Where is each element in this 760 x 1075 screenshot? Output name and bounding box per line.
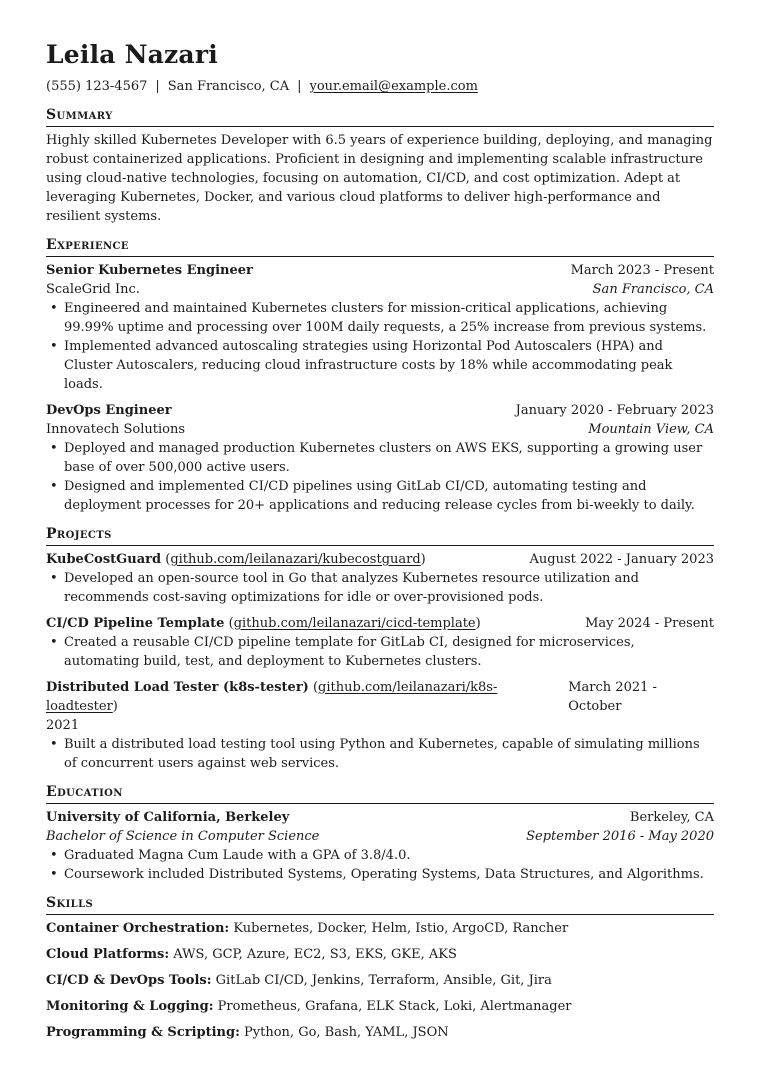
job-location: San Francisco, CA — [592, 282, 714, 297]
list-item: • Developed an open-source tool in Go that analyzes Kubernetes resource utilization and recommends cost-saving optimizations for idle or over-provisioned pods. — [46, 569, 714, 607]
skill-row — [46, 1023, 714, 1042]
project-heading: CI/CD Pipeline Template (github.com/leilanazari/cicd-template) — [46, 616, 481, 631]
project-header — [46, 550, 714, 569]
skill-value: Python, Go, Bash, YAML, JSON — [244, 1025, 449, 1040]
job-bullets — [46, 439, 714, 515]
section-title-summary: Summary — [46, 105, 714, 127]
job-subheader — [46, 420, 714, 439]
school-location: Berkeley, CA — [629, 810, 714, 825]
project-link[interactable]: github.com/leilanazari/kubecostguard — [170, 552, 421, 567]
list-item: • Implemented advanced autoscaling strategies using Horizontal Pod Autoscalers (HPA) and Cluster Autoscalers, reducing cloud infrastructure costs by 18% while accommodating peak loads. — [46, 337, 714, 394]
job-bullets — [46, 299, 714, 394]
job-header — [46, 261, 714, 280]
candidate-name: Leila Nazari — [46, 40, 218, 69]
phone: (555) 123-4567 — [46, 79, 148, 94]
project-dates: August 2022 - January 2023 — [529, 552, 714, 567]
project-heading: Distributed Load Tester (k8s-tester) (github.com/leilanazari/k8s-loadtester) — [46, 680, 498, 714]
project-header — [46, 614, 714, 633]
section-title-skills: Skills — [46, 893, 714, 915]
project-name: CI/CD Pipeline Template — [46, 616, 225, 631]
list-item: • Designed and implemented CI/CD pipelines using GitLab CI/CD, automating testing and deployment processes for 20+ applications and reducing release cycles from bi-weekly to daily. — [46, 477, 714, 515]
project-name: Distributed Load Tester (k8s-tester) — [46, 680, 309, 695]
skill-label: Cloud Platforms: — [46, 947, 170, 962]
skill-label: Monitoring & Logging: — [46, 999, 214, 1014]
education-entry — [46, 808, 714, 884]
job-header — [46, 401, 714, 420]
job-entry — [46, 261, 714, 394]
project-name: KubeCostGuard — [46, 552, 162, 567]
skill-value: Kubernetes, Docker, Helm, Istio, ArgoCD, Rancher — [233, 921, 569, 936]
section-title-education: Education — [46, 782, 714, 804]
skill-row — [46, 919, 714, 938]
location: San Francisco, CA — [167, 79, 290, 94]
project-header — [46, 678, 714, 716]
list-item: • Coursework included Distributed Systems, Operating Systems, Data Structures, and Algorithms. — [46, 865, 714, 884]
email-link[interactable]: your.email@example.com — [309, 79, 478, 94]
list-item: • Deployed and managed production Kubernetes clusters on AWS EKS, supporting a growing user base of over 500,000 active users. — [46, 439, 714, 477]
list-item: • Built a distributed load testing tool using Python and Kubernetes, capable of simulating millions of concurrent users against web services. — [46, 735, 714, 773]
project-dates-continued: 2021 — [46, 718, 80, 733]
project-bullets — [46, 735, 714, 773]
job-role: DevOps Engineer — [46, 403, 172, 418]
education-dates: September 2016 - May 2020 — [526, 829, 714, 844]
project-heading: KubeCostGuard (github.com/leilanazari/kubecostguard) — [46, 552, 426, 567]
skills-list — [46, 919, 714, 1042]
education-bullets — [46, 846, 714, 884]
job-dates: March 2023 - Present — [570, 263, 714, 278]
project-entry — [46, 678, 714, 773]
skill-label: Programming & Scripting: — [46, 1025, 240, 1040]
project-link[interactable]: github.com/leilanazari/k8s-loadtester — [46, 680, 498, 714]
job-company: ScaleGrid Inc. — [46, 282, 140, 297]
skill-value: Prometheus, Grafana, ELK Stack, Loki, Alertmanager — [217, 999, 572, 1014]
education-subheader — [46, 827, 714, 846]
project-bullets — [46, 569, 714, 607]
list-item: • Created a reusable CI/CD pipeline template for GitLab CI, designed for microservices, automating build, test, and deployment to Kubernetes clusters. — [46, 633, 714, 671]
skill-row — [46, 997, 714, 1016]
project-dates: March 2021 - October — [568, 680, 657, 714]
school-name: University of California, Berkeley — [46, 810, 290, 825]
job-entry — [46, 401, 714, 515]
skill-label: CI/CD & DevOps Tools: — [46, 973, 212, 988]
skill-row — [46, 971, 714, 990]
education-header — [46, 808, 714, 827]
job-subheader — [46, 280, 714, 299]
project-dates: May 2024 - Present — [585, 616, 714, 631]
skill-row — [46, 945, 714, 964]
contact-separator: | — [155, 79, 160, 94]
contact-separator: | — [297, 79, 302, 94]
project-entry — [46, 614, 714, 671]
list-item: • Engineered and maintained Kubernetes clusters for mission-critical applications, achieving 99.99% uptime and processing over 100M daily requests, a 25% increase from previous systems. — [46, 299, 714, 337]
project-bullets — [46, 633, 714, 671]
job-role: Senior Kubernetes Engineer — [46, 263, 253, 278]
job-location: Mountain View, CA — [588, 422, 714, 437]
list-item: • Graduated Magna Cum Laude with a GPA of 3.8/4.0. — [46, 846, 714, 865]
summary-text: Highly skilled Kubernetes Developer with 6.5 years of experience building, deploying, and managing robust containerized applications. Proficient in designing and implementing scalable infrastructure using cloud-native technologies, focusing on automation, CI/CD, and cost optimization. Adept at leveraging Kubernetes, Docker, and various cloud platforms to deliver high-performance and resilient systems. — [46, 133, 713, 224]
skill-value: AWS, GCP, Azure, EC2, S3, EKS, GKE, AKS — [173, 947, 457, 962]
skill-value: GitLab CI/CD, Jenkins, Terraform, Ansible, Git, Jira — [215, 973, 552, 988]
section-title-experience: Experience — [46, 235, 714, 257]
skill-label: Container Orchestration: — [46, 921, 230, 936]
section-title-projects: Projects — [46, 524, 714, 546]
job-company: Innovatech Solutions — [46, 422, 186, 437]
project-entry — [46, 550, 714, 607]
contact-line — [46, 78, 714, 96]
job-dates: January 2020 - February 2023 — [515, 403, 714, 418]
project-link[interactable]: github.com/leilanazari/cicd-template — [233, 616, 476, 631]
degree: Bachelor of Science in Computer Science — [46, 829, 320, 844]
